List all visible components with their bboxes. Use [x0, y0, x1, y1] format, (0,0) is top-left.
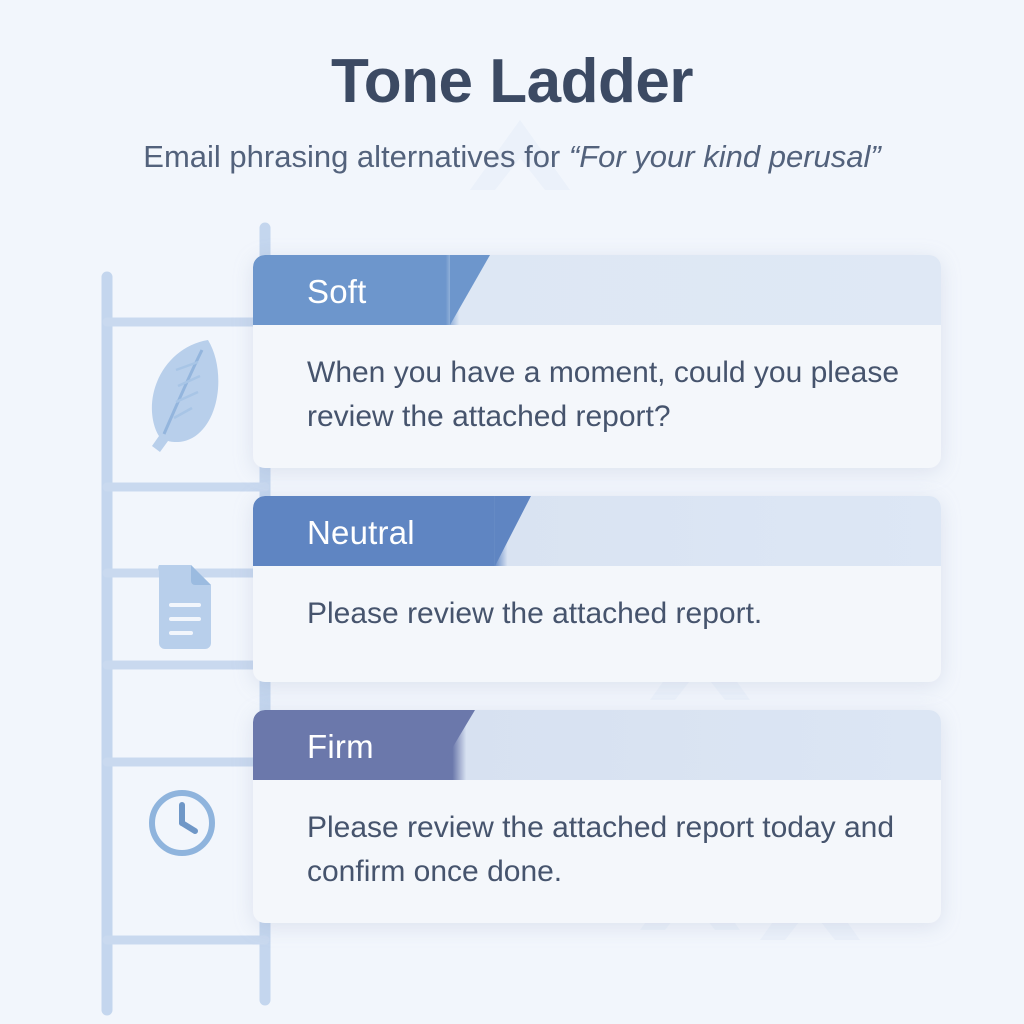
tone-row-firm-header: [253, 710, 941, 780]
tone-text-neutral: Please review the attached report.: [307, 597, 763, 630]
tone-label-soft: Soft: [307, 273, 367, 310]
tone-row-neutral-body: [253, 566, 941, 682]
tone-label-firm: Firm: [307, 728, 374, 765]
tone-rows: [253, 255, 941, 951]
document-icon: [158, 565, 211, 649]
tone-row-firm-fold: [433, 710, 475, 780]
tone-row-firm: [253, 710, 941, 923]
tone-row-soft-fold: [450, 255, 490, 325]
tone-label-neutral: Neutral: [307, 514, 415, 551]
subtitle-quote: “For your kind perusal”: [568, 139, 881, 175]
tone-row-firm-body: [253, 780, 941, 923]
header: [0, 48, 1024, 175]
tone-text-soft: When you have a moment, could you please review the attached report?: [307, 356, 900, 433]
tone-row-soft-header: [253, 255, 941, 325]
subtitle-prefix: Email phrasing alternatives for: [143, 139, 569, 175]
tone-text-firm: Please review the attached report today and confirm once done.: [307, 811, 895, 888]
feather-icon: [152, 340, 218, 452]
tone-row-neutral-header: [253, 496, 941, 566]
page-subtitle: [0, 138, 1024, 175]
tone-row-neutral-fold: [495, 496, 531, 566]
tone-row-soft-body: [253, 325, 941, 468]
tone-row-neutral: [253, 496, 941, 682]
tone-row-soft: [253, 255, 941, 468]
clock-icon: [152, 793, 212, 853]
page-title: Tone Ladder: [331, 47, 693, 116]
